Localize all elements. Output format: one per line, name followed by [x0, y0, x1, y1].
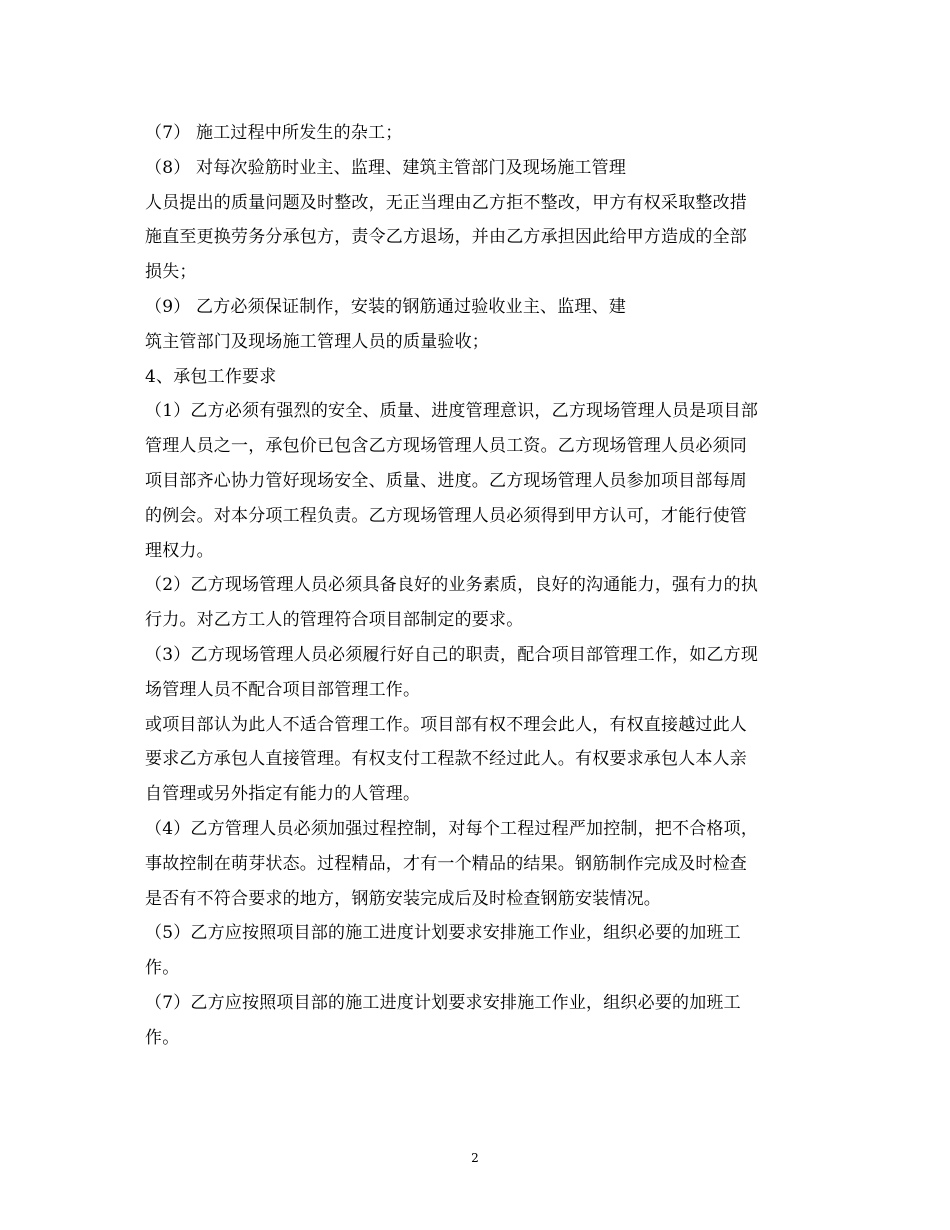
text-line: （3）乙方现场管理人员必须履行好自己的职责，配合项目部管理工作，如乙方现	[145, 644, 759, 665]
text-line: （9） 乙方必须保证制作，安装的钢筋通过验收业主、监理、建	[145, 296, 627, 317]
text-line: 场管理人员不配合项目部管理工作。	[145, 679, 421, 700]
text-line: （4）乙方管理人员必须加强过程控制，对每个工程过程严加控制，把不合格项，	[145, 818, 759, 839]
text-line: 事故控制在萌芽状态。过程精品，才有一个精品的结果。钢筋制作完成及时检查	[145, 853, 747, 874]
text-line: 作。	[145, 958, 180, 979]
text-line: 自管理或另外指定有能力的人管理。	[145, 784, 421, 805]
text-line: 作。	[145, 1027, 180, 1048]
section-heading: 4、承包工作要求	[145, 366, 277, 387]
text-line: 的例会。对本分项工程负责。乙方现场管理人员必须得到甲方认可，才能行使管	[145, 505, 747, 526]
text-line: （8） 对每次验筋时业主、监理、建筑主管部门及现场施工管理	[145, 157, 627, 178]
text-line: 要求乙方承包人直接管理。有权支付工程款不经过此人。有权要求承包人本人亲	[145, 749, 747, 770]
text-line: 管理人员之一，承包价已包含乙方现场管理人员工资。乙方现场管理人员必须同	[145, 436, 747, 457]
text-line: 理权力。	[145, 540, 214, 561]
text-line: （7） 施工过程中所发生的杂工；	[145, 123, 403, 143]
text-line: 筑主管部门及现场施工管理人员的质量验收；	[145, 331, 489, 352]
text-line: （5）乙方应按照项目部的施工进度计划要求安排施工作业，组织必要的加班工	[145, 923, 741, 944]
document-body	[145, 116, 815, 1056]
page-number: 2	[471, 1151, 479, 1165]
text-line: 人员提出的质量问题及时整改，无正当理由乙方拒不整改，甲方有权采取整改措	[145, 192, 747, 213]
text-line: （1）乙方必须有强烈的安全、质量、进度管理意识，乙方现场管理人员是项目部	[145, 401, 759, 422]
text-line: 是否有不符合要求的地方，钢筋安装完成后及时检查钢筋安装情况。	[145, 888, 661, 909]
text-line: 损失；	[145, 262, 197, 283]
text-line: （7）乙方应按照项目部的施工进度计划要求安排施工作业，组织必要的加班工	[145, 992, 741, 1013]
text-line: 项目部齐心协力管好现场安全、质量、进度。乙方现场管理人员参加项目部每周	[145, 470, 747, 491]
text-line: 行力。对乙方工人的管理符合项目部制定的要求。	[145, 610, 524, 631]
text-line: （2）乙方现场管理人员必须具备良好的业务素质，良好的沟通能力，强有力的执	[145, 575, 759, 596]
text-line: 或项目部认为此人不适合管理工作。项目部有权不理会此人，有权直接越过此人	[145, 714, 747, 735]
text-line: 施直至更换劳务分承包方，责令乙方退场，并由乙方承担因此给甲方造成的全部	[145, 227, 747, 248]
